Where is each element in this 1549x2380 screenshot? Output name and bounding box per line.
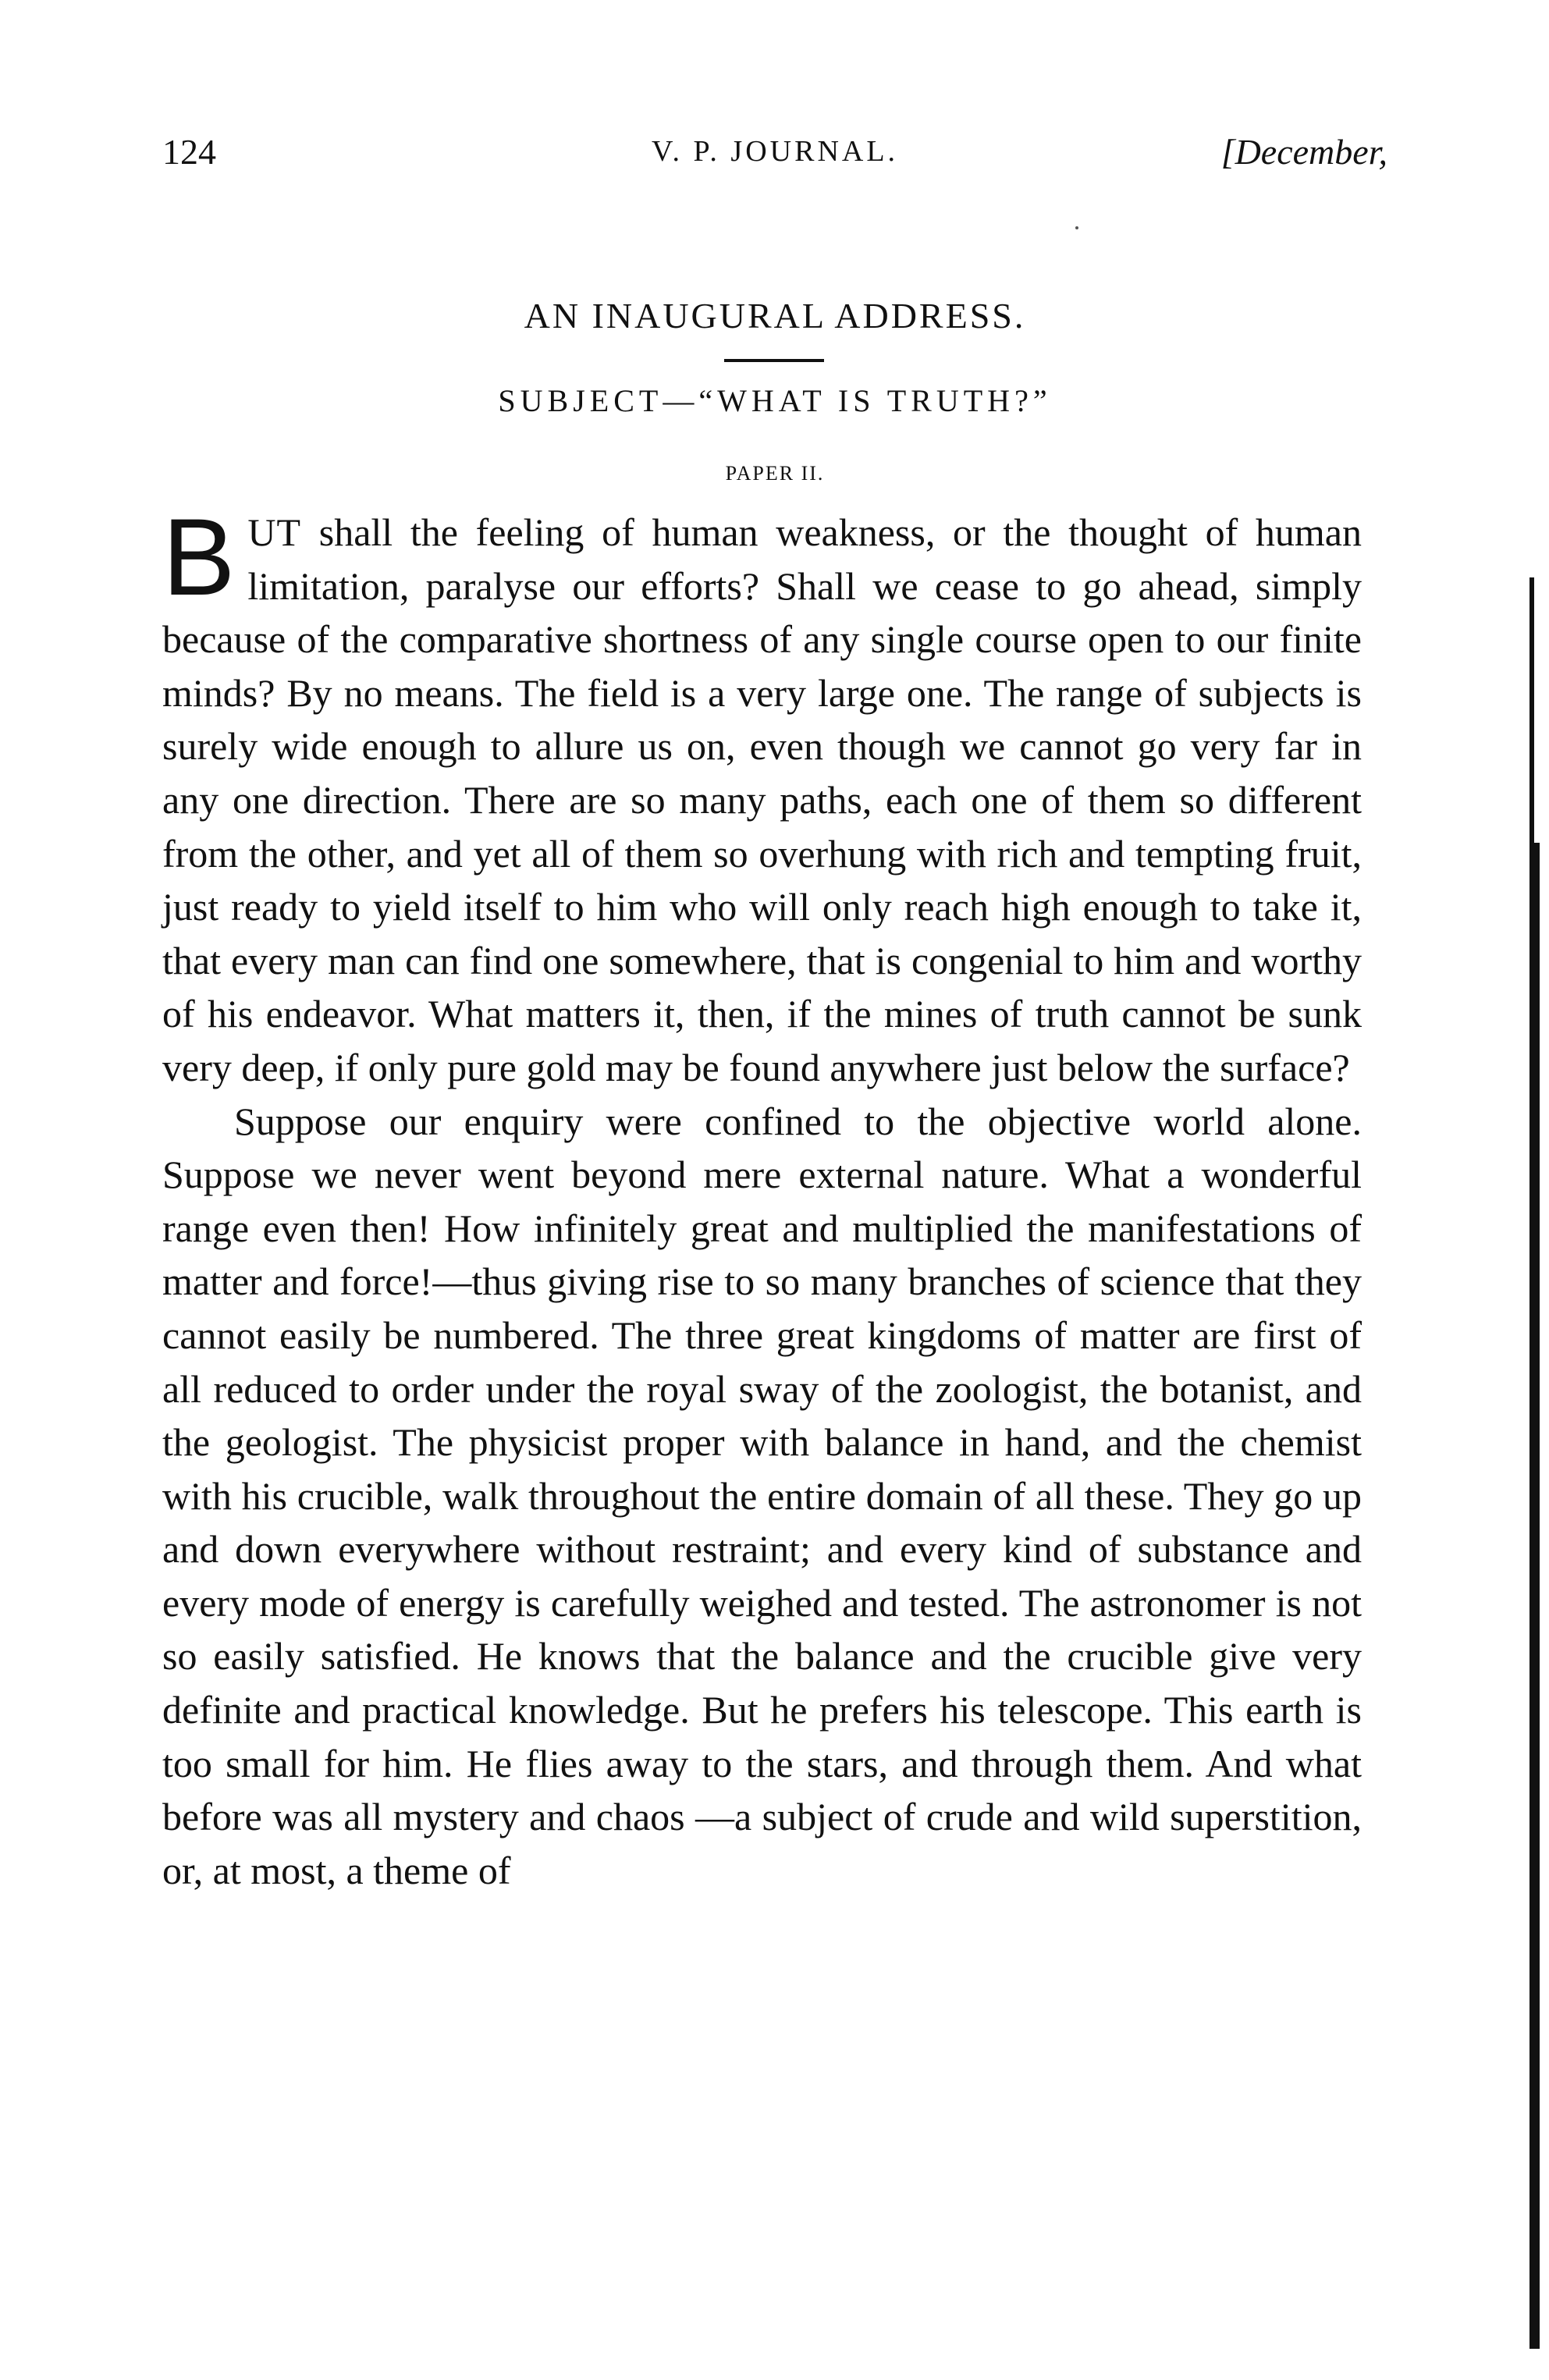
running-head [162, 131, 1387, 186]
journal-title: V. P. JOURNAL. [651, 135, 899, 168]
print-speck [1075, 226, 1078, 229]
drop-cap: B [162, 496, 236, 618]
issue-month: [December, [1220, 132, 1387, 172]
title-rule [724, 359, 824, 362]
paragraph-2: Suppose our enquiry were confined to the objective world alone. Suppose we never went beyond mere external nature. What a wonderful range even then! How infinitely great and multiplied the manifestations of matter and force!—thus giving rise to so many branches of science that they cannot easily be numbered. The three great kingdoms of matter are first of all reduced to order under the royal sway of the zoologist, the botanist, and the geologist. The physicist proper with balance in hand, and the chemist with his crucible, walk throughout the entire domain of all these. They go up and down everywhere without restraint; and every kind of substance and every mode of energy is carefully weighed and tested. The astronomer is not so easily satisfied. He knows that the balance and the crucible give very definite and practical knowledge. But he prefers his telescope. This earth is too small for him. He flies away to the stars, and through them. And what before was all mystery and chaos —a subject of crude and wild superstition, or, at most, a theme of [162, 1099, 1362, 1892]
paper-number: PAPER II. [725, 462, 825, 485]
page-number: 124 [162, 132, 216, 172]
article-body [162, 496, 1362, 1897]
paragraph-1-text: shall the feeling of human weakness, or the thought of human limitation, paralyse our efforts? Shall we cease to go ahead, simply because of the comparative shortness of any single course open to our finite minds? By no means. The field is a very large one. The range of subjects is surely wide enough to allure us on, even though we cannot go very far in any one direction. There are so many paths, each one of them so different from the other, and yet all of them so overhung with rich and tempting fruit, just ready to yield itself to him who will only reach high enough to take it, that every man can find one somewhere, that is congenial to him and worthy of his endeavor. What matters it, then, if the mines of truth cannot be sunk very deep, if only pure gold may be found anywhere just below the surface? [162, 510, 1362, 1089]
page-edge-shadow [1532, 843, 1540, 2349]
article-title: AN INAUGURAL ADDRESS. [524, 296, 1026, 336]
article-subject: SUBJECT—“WHAT IS TRUTH?” [498, 383, 1052, 418]
paragraph-1 [162, 496, 1362, 1095]
lead-word: UT [247, 510, 302, 554]
